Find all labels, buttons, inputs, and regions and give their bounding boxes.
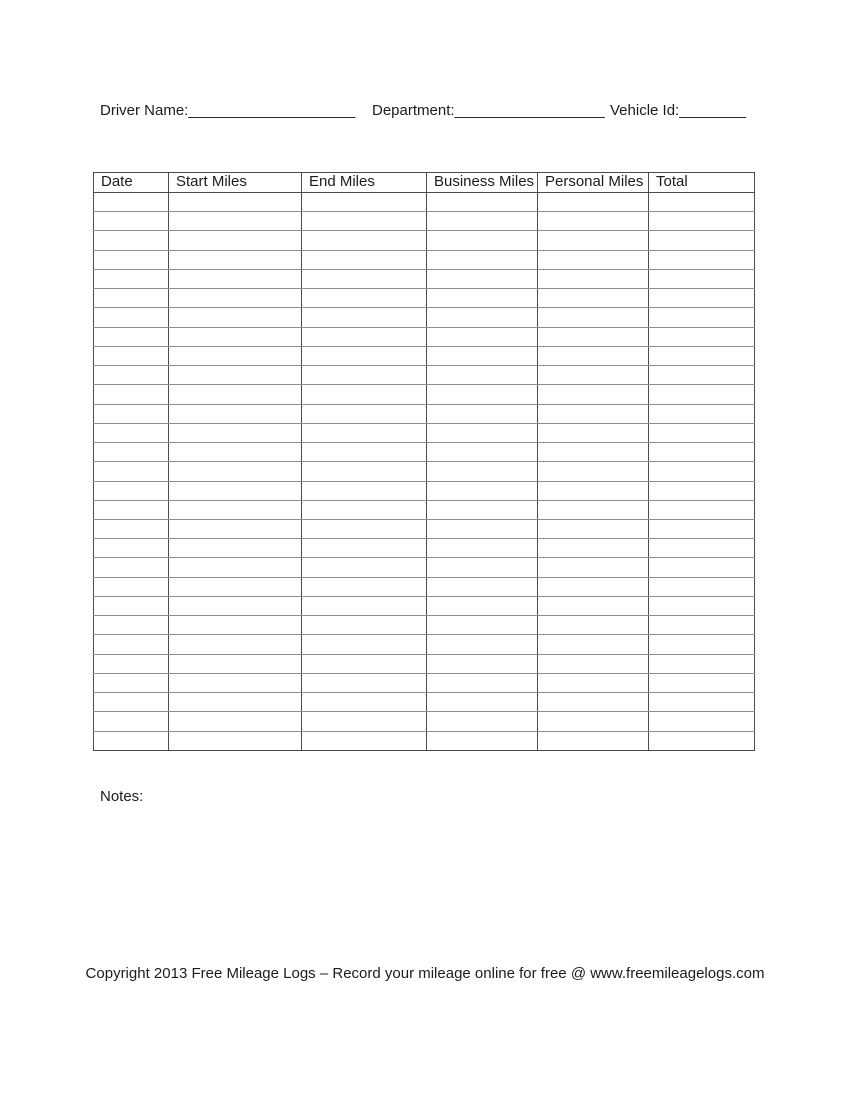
column-header-personal-miles: Personal Miles: [538, 173, 649, 193]
empty-cell: [302, 404, 427, 423]
empty-cell: [649, 327, 755, 346]
empty-cell: [169, 346, 302, 365]
empty-cell: [649, 404, 755, 423]
empty-cell: [302, 212, 427, 231]
empty-cell: [427, 269, 538, 288]
empty-cell: [94, 558, 169, 577]
empty-cell: [538, 443, 649, 462]
empty-cell: [302, 731, 427, 750]
empty-cell: [302, 577, 427, 596]
empty-cell: [169, 212, 302, 231]
empty-cell: [169, 385, 302, 404]
empty-cell: [538, 193, 649, 212]
empty-cell: [538, 404, 649, 423]
driver-name-blank-line: ____________________: [188, 102, 356, 119]
empty-cell: [649, 635, 755, 654]
empty-cell: [169, 712, 302, 731]
log-row: [94, 327, 755, 346]
empty-cell: [94, 616, 169, 635]
vehicle-id-blank-line: ________: [679, 102, 746, 119]
empty-cell: [169, 693, 302, 712]
empty-cell: [538, 289, 649, 308]
empty-cell: [302, 385, 427, 404]
empty-cell: [427, 519, 538, 538]
log-row: [94, 519, 755, 538]
empty-cell: [427, 346, 538, 365]
empty-cell: [649, 481, 755, 500]
log-row: [94, 635, 755, 654]
empty-cell: [302, 693, 427, 712]
empty-cell: [538, 596, 649, 615]
empty-cell: [649, 193, 755, 212]
empty-cell: [169, 616, 302, 635]
empty-cell: [302, 519, 427, 538]
empty-cell: [649, 308, 755, 327]
empty-cell: [169, 366, 302, 385]
empty-cell: [538, 635, 649, 654]
empty-cell: [169, 193, 302, 212]
empty-cell: [169, 558, 302, 577]
log-row: [94, 654, 755, 673]
empty-cell: [649, 366, 755, 385]
empty-cell: [649, 443, 755, 462]
empty-cell: [94, 404, 169, 423]
empty-cell: [649, 654, 755, 673]
empty-cell: [94, 462, 169, 481]
empty-cell: [302, 289, 427, 308]
empty-cell: [302, 308, 427, 327]
empty-cell: [302, 673, 427, 692]
empty-cell: [649, 231, 755, 250]
empty-cell: [169, 423, 302, 442]
empty-cell: [302, 635, 427, 654]
empty-cell: [649, 693, 755, 712]
table-header-row: [94, 173, 755, 193]
empty-cell: [538, 712, 649, 731]
empty-cell: [302, 193, 427, 212]
empty-cell: [649, 346, 755, 365]
empty-cell: [427, 289, 538, 308]
empty-cell: [649, 577, 755, 596]
empty-cell: [427, 616, 538, 635]
empty-cell: [538, 462, 649, 481]
empty-cell: [94, 673, 169, 692]
empty-cell: [94, 635, 169, 654]
log-row: [94, 616, 755, 635]
empty-cell: [302, 269, 427, 288]
empty-cell: [427, 193, 538, 212]
empty-cell: [427, 385, 538, 404]
empty-cell: [538, 385, 649, 404]
empty-cell: [94, 423, 169, 442]
empty-cell: [169, 596, 302, 615]
footer-copyright: Copyright 2013 Free Mileage Logs – Record your mileage online for free @ www.freemileagelogs.com: [85, 965, 765, 982]
column-header-total: Total: [649, 173, 755, 193]
empty-cell: [94, 731, 169, 750]
empty-cell: [169, 327, 302, 346]
log-row: [94, 289, 755, 308]
log-row: [94, 443, 755, 462]
log-row: [94, 269, 755, 288]
empty-cell: [538, 500, 649, 519]
empty-cell: [427, 423, 538, 442]
log-row: [94, 731, 755, 750]
empty-cell: [169, 635, 302, 654]
log-row: [94, 673, 755, 692]
empty-cell: [94, 366, 169, 385]
department-label: Department:: [372, 102, 455, 119]
empty-cell: [649, 519, 755, 538]
log-row: [94, 558, 755, 577]
empty-cell: [538, 346, 649, 365]
empty-cell: [427, 462, 538, 481]
empty-cell: [169, 462, 302, 481]
empty-cell: [302, 346, 427, 365]
empty-cell: [538, 577, 649, 596]
log-row: [94, 500, 755, 519]
log-row: [94, 193, 755, 212]
empty-cell: [94, 654, 169, 673]
empty-cell: [169, 519, 302, 538]
empty-cell: [427, 500, 538, 519]
empty-cell: [427, 558, 538, 577]
empty-cell: [538, 212, 649, 231]
empty-cell: [94, 250, 169, 269]
empty-cell: [538, 327, 649, 346]
empty-cell: [427, 712, 538, 731]
log-row: [94, 308, 755, 327]
empty-cell: [94, 193, 169, 212]
empty-cell: [538, 308, 649, 327]
log-row: [94, 693, 755, 712]
empty-cell: [649, 539, 755, 558]
empty-cell: [538, 693, 649, 712]
empty-cell: [302, 327, 427, 346]
empty-cell: [649, 250, 755, 269]
empty-cell: [538, 673, 649, 692]
empty-cell: [427, 481, 538, 500]
empty-cell: [94, 519, 169, 538]
empty-cell: [169, 231, 302, 250]
log-row: [94, 231, 755, 250]
empty-cell: [169, 500, 302, 519]
form-header: [0, 101, 850, 123]
empty-cell: [302, 712, 427, 731]
empty-cell: [538, 250, 649, 269]
log-row: [94, 404, 755, 423]
empty-cell: [94, 269, 169, 288]
empty-cell: [649, 289, 755, 308]
empty-cell: [169, 481, 302, 500]
empty-cell: [649, 462, 755, 481]
mileage-log-table: [93, 172, 755, 751]
empty-cell: [427, 404, 538, 423]
empty-cell: [538, 654, 649, 673]
empty-cell: [94, 327, 169, 346]
empty-cell: [427, 366, 538, 385]
empty-cell: [427, 212, 538, 231]
empty-cell: [169, 404, 302, 423]
empty-cell: [427, 673, 538, 692]
empty-cell: [169, 577, 302, 596]
empty-cell: [538, 481, 649, 500]
empty-cell: [427, 577, 538, 596]
driver-name-label: Driver Name:: [100, 102, 189, 119]
empty-cell: [302, 616, 427, 635]
empty-cell: [169, 308, 302, 327]
department-field: [372, 101, 605, 121]
log-row: [94, 212, 755, 231]
empty-cell: [538, 519, 649, 538]
vehicle-id-label: Vehicle Id:: [610, 102, 680, 119]
empty-cell: [94, 693, 169, 712]
empty-cell: [302, 443, 427, 462]
empty-cell: [427, 231, 538, 250]
empty-cell: [649, 269, 755, 288]
empty-cell: [94, 346, 169, 365]
empty-cell: [302, 539, 427, 558]
empty-cell: [649, 673, 755, 692]
empty-cell: [538, 269, 649, 288]
empty-cell: [427, 635, 538, 654]
empty-cell: [649, 385, 755, 404]
empty-cell: [649, 596, 755, 615]
empty-cell: [169, 539, 302, 558]
log-row: [94, 462, 755, 481]
empty-cell: [169, 673, 302, 692]
empty-cell: [649, 616, 755, 635]
column-header-date: Date: [94, 173, 169, 193]
empty-cell: [538, 231, 649, 250]
empty-cell: [649, 558, 755, 577]
empty-cell: [302, 500, 427, 519]
empty-cell: [169, 250, 302, 269]
column-header-start-miles: Start Miles: [169, 173, 302, 193]
empty-cell: [94, 212, 169, 231]
log-row: [94, 596, 755, 615]
department-blank-line: __________________: [454, 102, 605, 119]
empty-cell: [302, 423, 427, 442]
empty-cell: [169, 289, 302, 308]
empty-cell: [538, 423, 649, 442]
empty-cell: [302, 558, 427, 577]
empty-cell: [302, 481, 427, 500]
empty-cell: [94, 481, 169, 500]
empty-cell: [427, 731, 538, 750]
empty-cell: [538, 366, 649, 385]
empty-cell: [94, 539, 169, 558]
vehicle-id-field: [610, 101, 746, 121]
column-header-business-miles: Business Miles: [427, 173, 538, 193]
empty-cell: [427, 539, 538, 558]
log-row: [94, 385, 755, 404]
empty-cell: [538, 558, 649, 577]
empty-cell: [94, 500, 169, 519]
empty-cell: [538, 539, 649, 558]
log-row: [94, 481, 755, 500]
empty-cell: [649, 500, 755, 519]
empty-cell: [169, 443, 302, 462]
empty-cell: [427, 250, 538, 269]
empty-cell: [427, 654, 538, 673]
log-row: [94, 423, 755, 442]
empty-cell: [427, 596, 538, 615]
empty-cell: [94, 231, 169, 250]
empty-cell: [169, 654, 302, 673]
empty-cell: [427, 443, 538, 462]
empty-cell: [427, 693, 538, 712]
log-row: [94, 539, 755, 558]
empty-cell: [649, 212, 755, 231]
empty-cell: [302, 250, 427, 269]
empty-cell: [94, 443, 169, 462]
driver-name-field: [100, 101, 355, 121]
log-row: [94, 346, 755, 365]
empty-cell: [649, 731, 755, 750]
log-row: [94, 577, 755, 596]
empty-cell: [94, 308, 169, 327]
empty-cell: [649, 712, 755, 731]
empty-cell: [94, 385, 169, 404]
empty-cell: [94, 577, 169, 596]
empty-cell: [427, 327, 538, 346]
empty-cell: [302, 462, 427, 481]
empty-cell: [538, 616, 649, 635]
empty-cell: [538, 731, 649, 750]
empty-cell: [94, 289, 169, 308]
empty-cell: [169, 731, 302, 750]
log-row: [94, 366, 755, 385]
empty-cell: [94, 596, 169, 615]
empty-cell: [169, 269, 302, 288]
empty-cell: [302, 366, 427, 385]
empty-cell: [427, 308, 538, 327]
empty-cell: [302, 231, 427, 250]
empty-cell: [302, 654, 427, 673]
log-row: [94, 712, 755, 731]
log-row: [94, 250, 755, 269]
empty-cell: [649, 423, 755, 442]
notes-label: Notes:: [100, 788, 144, 805]
empty-cell: [94, 712, 169, 731]
empty-cell: [302, 596, 427, 615]
column-header-end-miles: End Miles: [302, 173, 427, 193]
